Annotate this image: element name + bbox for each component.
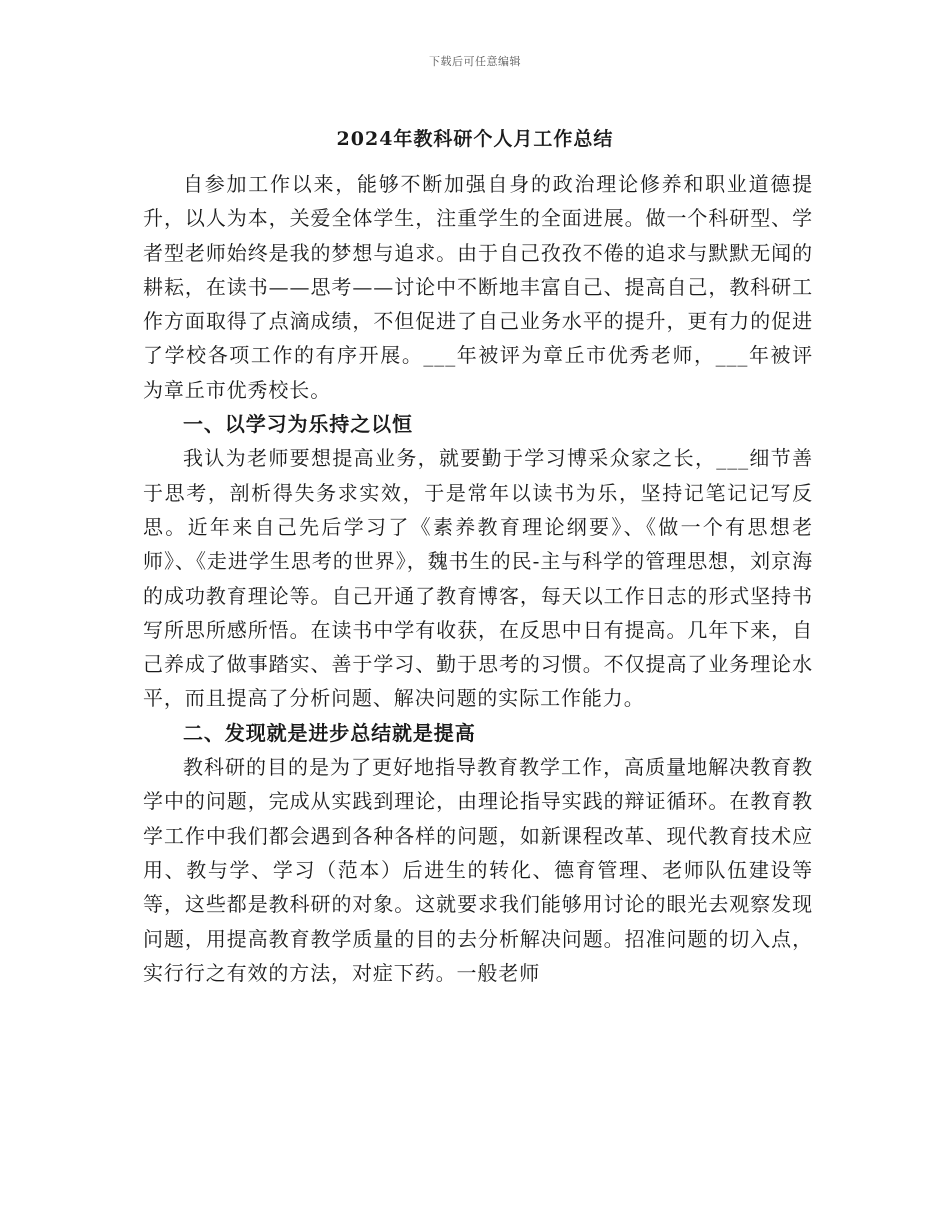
paragraph-intro: 自参加工作以来，能够不断加强自身的政治理论修养和职业道德提升，以人为本，关爱全体学生，注重学生的全面进展。做一个科研型、学者型老师始终是我的梦想与追求。由于自己孜孜不倦的追求与默默无闻的耕耘，在读书——思考——讨论中不断地丰富自己、提高自己，教科研工作方面取得了点滴成绩，不但促进了自己业务水平的提升，更有力的促进了学校各项工作的有序开展。___年被评为章丘市优秀老师，___年被评为章丘市优秀校长。 — [143, 172, 813, 402]
paragraph-section-2: 教科研的目的是为了更好地指导教育教学工作，高质量地解决教育教学中的问题，完成从实践到理论，由理论指导实践的辩证循环。在教育教学工作中我们都会遇到各种各样的问题，如新课程改革、现代教育技术应用、教与学、学习（范本）后进生的转化、德育管理、老师队伍建设等等，这些都是教科研的对象。这就要求我们能够用讨论的眼光去观察发现问题，用提高教育教学质量的目的去分析解决问题。招准问题的切入点，实行行之有效的方法，对症下药。一般老师 — [143, 755, 813, 985]
document-body — [143, 167, 813, 990]
section-heading-2: 二、发现就是进步总结就是提高 — [183, 720, 476, 745]
section-heading-1: 一、以学习为乐持之以恒 — [183, 412, 413, 437]
paragraph-section-1: 我认为老师要想提高业务，就要勤于学习博采众家之长，___细节善于思考，剖析得失务求实效，于是常年以读书为乐，坚持记笔记记写反思。近年来自己先后学习了《素养教育理论纲要》、《做一个有思想老师》、《走进学生思考的世界》，魏书生的民-主与科学的管理思想，刘京海的成功教育理论等。自己开通了教育博客，每天以工作日志的形式坚持书写所思所感所悟。在读书中学有收获，在反思中日有提高。几年下来，自己养成了做事踏实、善于学习、勤于思考的习惯。不仅提高了业务理论水平，而且提高了分析问题、解决问题的实际工作能力。 — [143, 446, 813, 711]
document-title: 2024年教科研个人月工作总结 — [336, 128, 614, 150]
header-note: 下载后可任意编辑 — [429, 55, 521, 68]
